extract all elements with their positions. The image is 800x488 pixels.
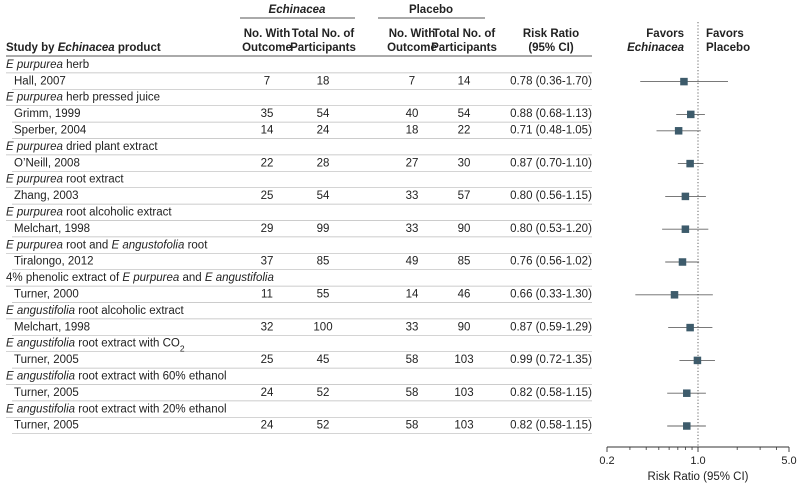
group-label-part: E purpurea [6, 58, 63, 71]
echinacea-events: 25 [260, 190, 274, 203]
group-label-part: E angustifolia [204, 272, 274, 285]
group-label-part: E angustofolia [111, 239, 185, 252]
placebo-events: 49 [405, 255, 419, 268]
study-name: O’Neill, 2008 [14, 157, 80, 170]
placebo-events: 14 [405, 288, 419, 301]
group-label [6, 403, 227, 415]
echinacea-events: 24 [260, 386, 274, 399]
placebo-outcome-header-line1: No. With [388, 28, 436, 40]
point-estimate-marker [683, 422, 691, 430]
study-name: Hall, 2007 [14, 75, 66, 88]
risk-ratio-ci: 0.99 (0.72-1.35) [510, 354, 592, 367]
study-name: Grimm, 1999 [14, 108, 81, 121]
group-label-part: E angustifolia [6, 403, 76, 416]
risk-ratio-ci: 0.80 (0.56-1.15) [510, 190, 592, 203]
group-label-part: root and [62, 239, 112, 252]
risk-ratio-ci: 0.87 (0.70-1.10) [510, 157, 592, 170]
favors-placebo-line2: Placebo [706, 42, 751, 54]
risk-ratio-ci: 0.87 (0.59-1.29) [510, 321, 592, 334]
group-label [6, 59, 89, 71]
risk-ratio-ci: 0.71 (0.48-1.05) [510, 124, 592, 137]
group-label-part: root alcoholic extract [62, 206, 172, 219]
echinacea-total-header-line1: Total No. of [291, 28, 355, 40]
placebo-events: 58 [405, 419, 419, 432]
echinacea-total: 54 [316, 190, 330, 203]
placebo-events: 18 [405, 124, 419, 137]
study-column-header [6, 42, 161, 54]
echinacea-total: 52 [316, 386, 330, 399]
echinacea-total: 45 [316, 354, 330, 367]
placebo-outcome-header-line2: Outcome [387, 42, 437, 54]
group-label-part: E purpurea [122, 272, 180, 285]
point-estimate-marker [680, 78, 688, 86]
x-tick-label: 0.2 [599, 455, 615, 467]
group-label-part: root extract with 60% ethanol [75, 370, 227, 383]
favors-placebo-line1: Favors [706, 28, 744, 40]
risk-ratio-ci: 0.82 (0.58-1.15) [510, 386, 592, 399]
study-name: Turner, 2005 [14, 419, 79, 432]
echinacea-events: 22 [260, 157, 274, 170]
point-estimate-marker [686, 324, 694, 332]
placebo-total: 90 [457, 321, 471, 334]
echinacea-total: 55 [316, 288, 330, 301]
study-column-header-part: Echinacea [57, 42, 115, 54]
point-estimate-marker [671, 291, 679, 299]
group-label-part: herb pressed juice [62, 91, 161, 104]
echinacea-events: 35 [260, 108, 274, 121]
group-label [6, 207, 172, 219]
echinacea-total: 24 [316, 124, 330, 137]
placebo-events: 7 [408, 75, 416, 88]
study-name: Turner, 2000 [14, 288, 79, 301]
risk-ratio-ci: 0.76 (0.56-1.02) [510, 255, 592, 268]
placebo-total: 14 [457, 75, 471, 88]
group-label [6, 141, 158, 153]
group-label [6, 272, 274, 284]
echinacea-events: 7 [263, 75, 271, 88]
group-label-part: E angustifolia [6, 370, 76, 383]
placebo-events: 27 [405, 157, 419, 170]
study-name: Melchart, 1998 [14, 321, 91, 334]
group-label-part: root alcoholic extract [75, 304, 184, 317]
group-label [6, 305, 185, 317]
point-estimate-marker [675, 127, 683, 135]
group-label-part: dried plant extract [62, 140, 158, 153]
group-label-part: E purpurea [6, 140, 63, 153]
echinacea-events: 32 [260, 321, 274, 334]
placebo-total: 54 [457, 108, 471, 121]
point-estimate-marker [694, 357, 702, 365]
echinacea-outcome-header-line2: Outcome [242, 42, 292, 54]
echinacea-outcome-header-line1: No. With [243, 28, 291, 40]
group-label-part: E purpurea [6, 173, 63, 186]
group-label-part: root [184, 239, 208, 252]
group-label-part: 4% phenolic extract of [6, 272, 123, 285]
placebo-total: 90 [457, 222, 471, 235]
risk-ratio-ci: 0.80 (0.53-1.20) [510, 222, 592, 235]
placebo-events: 33 [405, 321, 419, 334]
point-estimate-marker [683, 389, 691, 397]
echinacea-total: 28 [316, 157, 330, 170]
echinacea-total: 52 [316, 419, 330, 432]
echinacea-total: 100 [313, 321, 333, 334]
risk-ratio-header-line1: Risk Ratio [522, 28, 580, 40]
placebo-total: 46 [457, 288, 471, 301]
echinacea-events: 25 [260, 354, 274, 367]
group-label [6, 371, 227, 383]
group-label-part: root extract [62, 173, 124, 186]
risk-ratio-ci: 0.78 (0.36-1.70) [510, 75, 592, 88]
placebo-events: 40 [405, 108, 419, 121]
placebo-total: 103 [454, 386, 474, 399]
risk-ratio-ci: 0.82 (0.58-1.15) [510, 419, 592, 432]
placebo-total: 57 [457, 190, 471, 203]
group-label [6, 174, 124, 186]
risk-ratio-ci: 0.66 (0.33-1.30) [510, 288, 592, 301]
study-name: Turner, 2005 [14, 386, 79, 399]
point-estimate-marker [679, 258, 687, 266]
study-name: Melchart, 1998 [14, 222, 91, 235]
group-label-part: 2 [179, 343, 185, 354]
group-label-part: root extract with 20% ethanol [75, 403, 227, 416]
group-label [6, 239, 208, 251]
echinacea-group-header: Echinacea [268, 4, 326, 16]
echinacea-events: 24 [260, 419, 274, 432]
placebo-events: 33 [405, 190, 419, 203]
placebo-total: 103 [454, 419, 474, 432]
placebo-events: 58 [405, 386, 419, 399]
risk-ratio-header-line2: (95% CI) [528, 42, 574, 54]
study-name: Sperber, 2004 [14, 124, 87, 137]
study-column-header-part: product [114, 42, 161, 54]
group-label [6, 92, 160, 104]
echinacea-total: 18 [316, 75, 330, 88]
echinacea-total: 85 [316, 255, 330, 268]
group-label [6, 338, 185, 354]
echinacea-events: 37 [260, 255, 274, 268]
echinacea-total: 54 [316, 108, 330, 121]
group-label-part: E purpurea [6, 91, 63, 104]
study-column-header-part: Study by [6, 42, 58, 54]
placebo-events: 33 [405, 222, 419, 235]
echinacea-total: 99 [316, 222, 330, 235]
group-label-part: root extract with CO [75, 337, 180, 350]
risk-ratio-ci: 0.88 (0.68-1.13) [510, 108, 592, 121]
placebo-total-header-line1: Total No. of [432, 28, 496, 40]
group-label-part: and [179, 272, 205, 285]
study-name: Turner, 2005 [14, 354, 79, 367]
study-name: Zhang, 2003 [14, 190, 79, 203]
point-estimate-marker [682, 225, 690, 233]
x-tick-label: 1.0 [690, 455, 706, 467]
x-axis-label: Risk Ratio (95% CI) [647, 471, 749, 483]
favors-echinacea-line1: Favors [646, 28, 684, 40]
group-label-part: E angustifolia [6, 337, 76, 350]
placebo-total-header-line2: Participants [431, 42, 497, 54]
echinacea-events: 11 [261, 288, 273, 301]
placebo-total: 22 [457, 124, 471, 137]
group-label-part: herb [62, 58, 90, 71]
group-label-part: E purpurea [6, 206, 63, 219]
echinacea-total-header-line2: Participants [290, 42, 356, 54]
placebo-total: 30 [457, 157, 471, 170]
study-name: Tiralongo, 2012 [14, 255, 94, 268]
x-tick-label: 5.0 [781, 455, 797, 467]
placebo-group-header: Placebo [408, 4, 454, 16]
placebo-total: 103 [454, 354, 474, 367]
point-estimate-marker [686, 160, 694, 168]
placebo-total: 85 [457, 255, 471, 268]
echinacea-events: 29 [260, 222, 274, 235]
echinacea-events: 14 [260, 124, 274, 137]
favors-echinacea-line2: Echinacea [627, 42, 684, 54]
group-label-part: E purpurea [6, 239, 63, 252]
placebo-events: 58 [405, 354, 419, 367]
group-label-part: E angustifolia [6, 304, 76, 317]
point-estimate-marker [682, 193, 690, 201]
point-estimate-marker [687, 111, 695, 119]
